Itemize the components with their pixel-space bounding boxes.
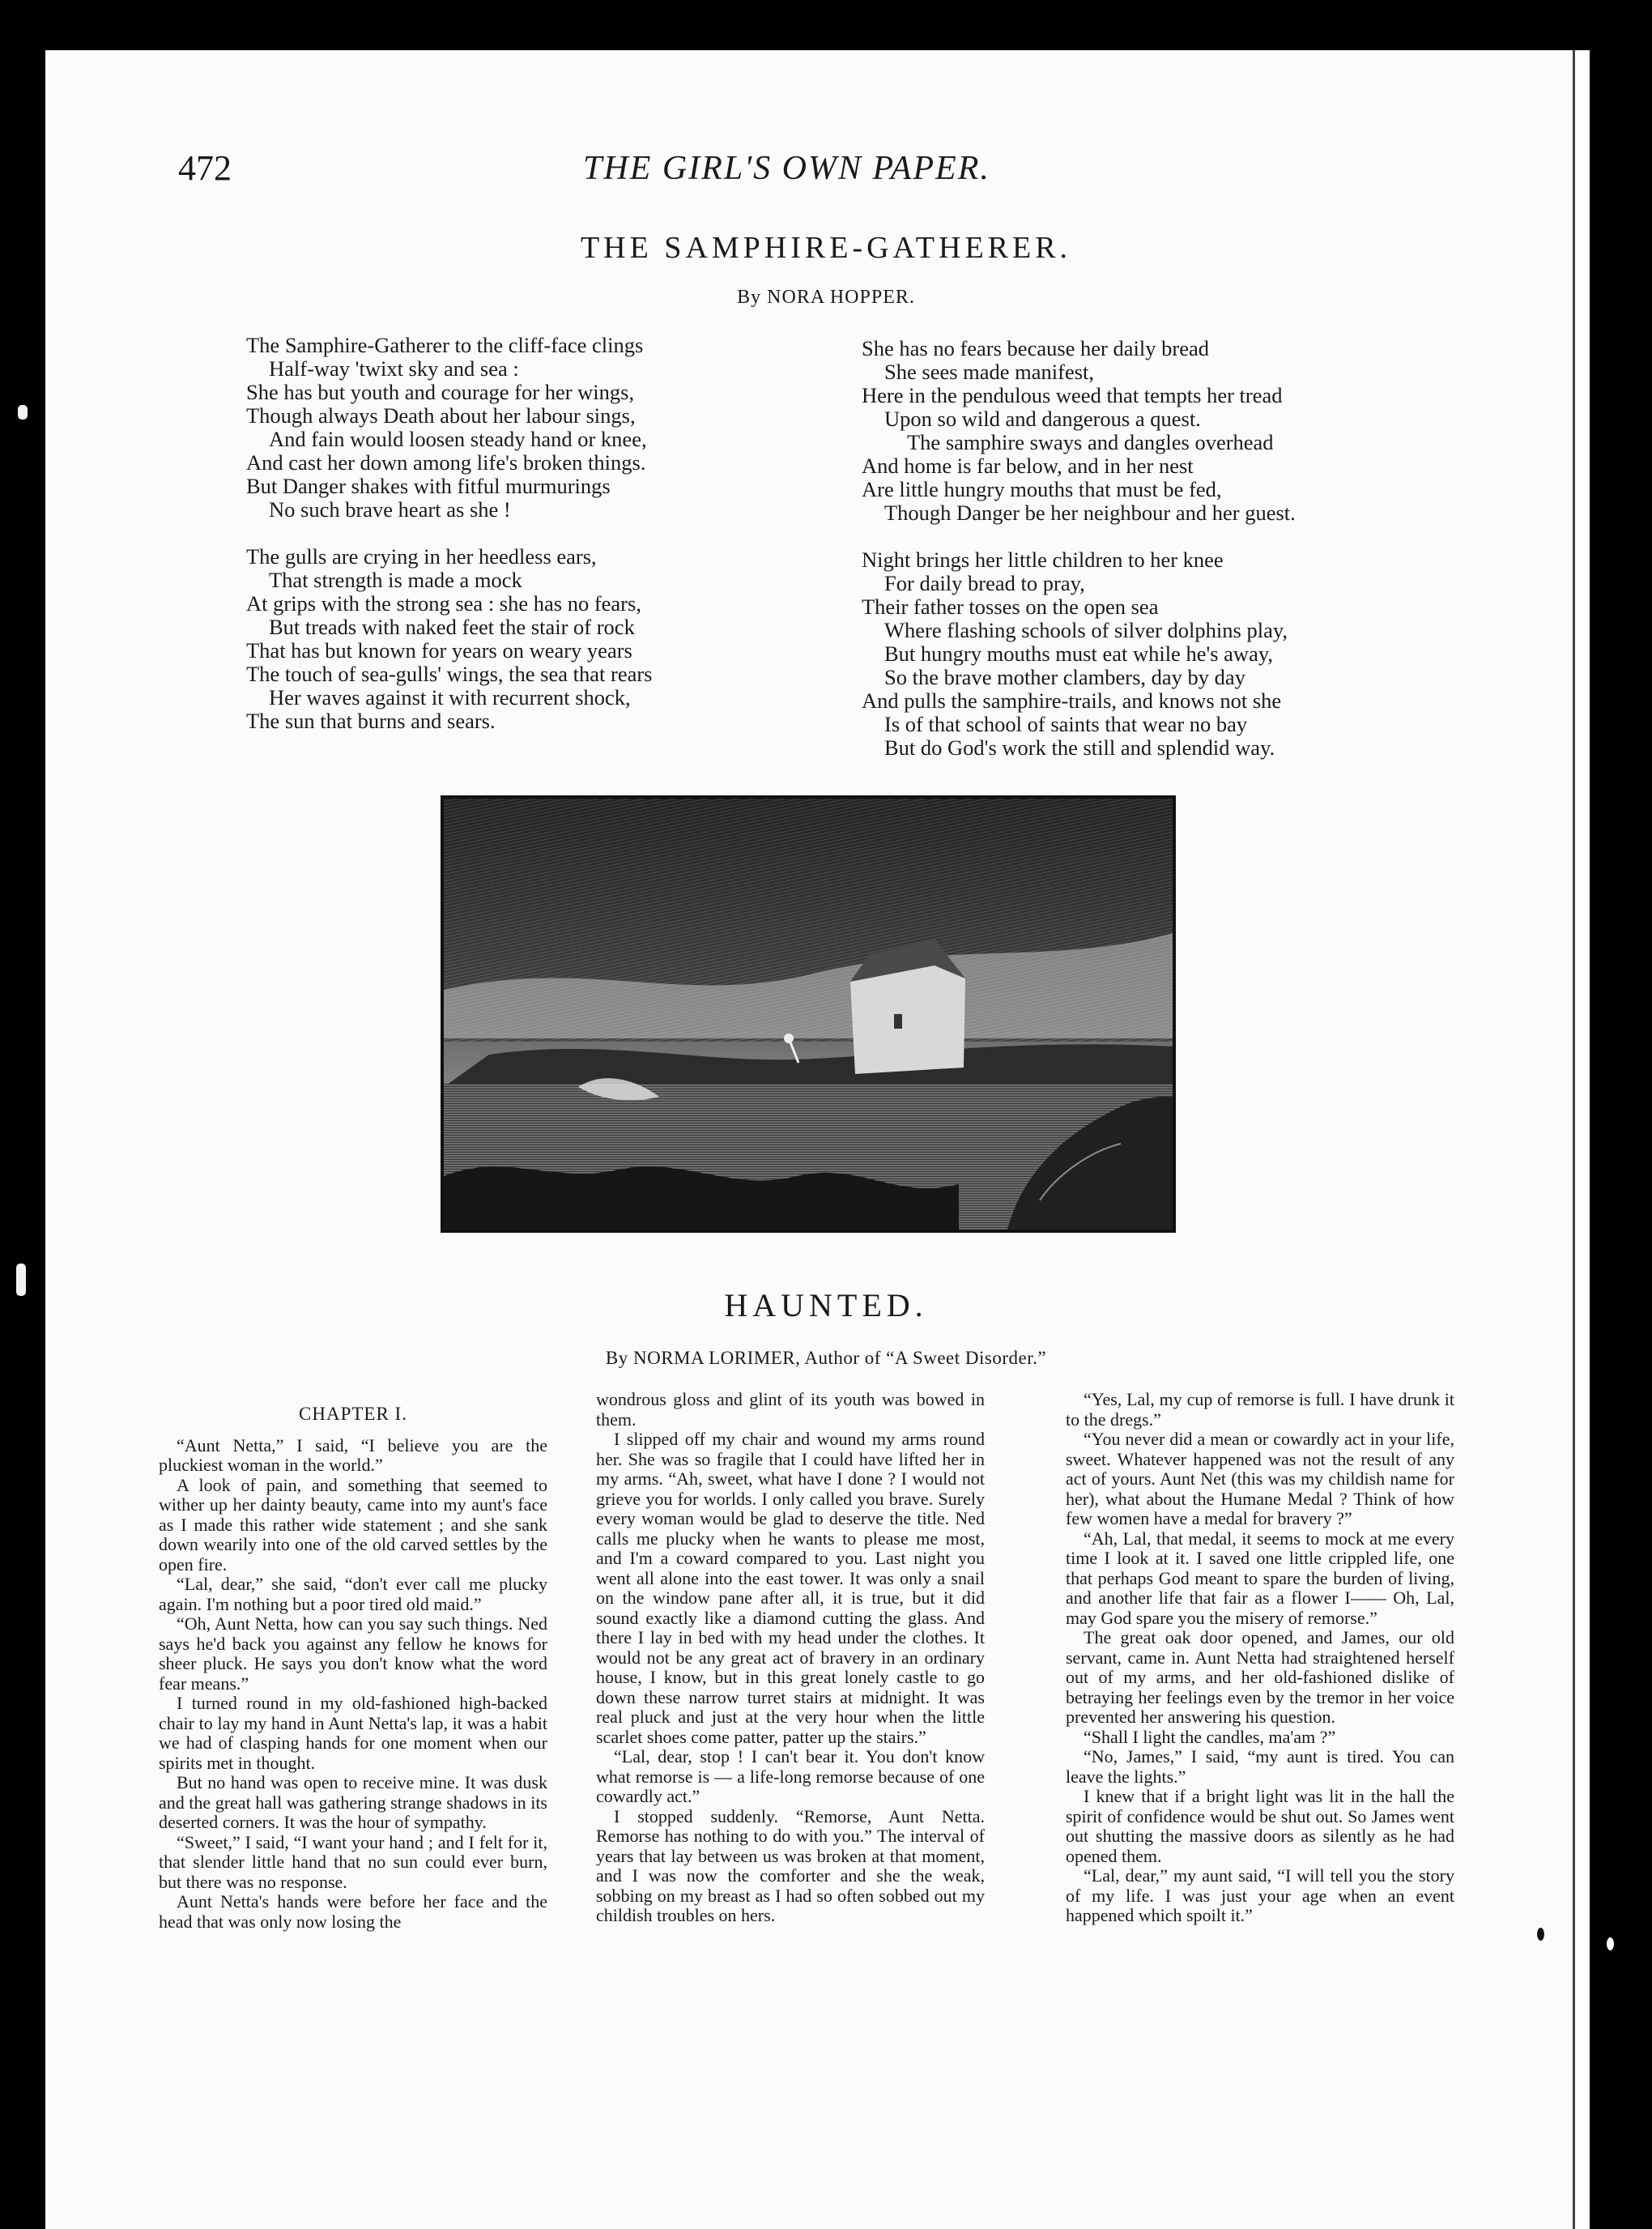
poem-line: But hungry mouths must eat while he's away, [884, 641, 1273, 666]
poem-line: Her waves against it with recurrent shock, [269, 685, 631, 710]
story-column-1 [159, 1404, 547, 1932]
poem-title: THE SAMPHIRE-GATHERER. [580, 231, 1072, 265]
poem-line: The gulls are crying in her heedless ears, [246, 544, 597, 569]
poem-line: Though Danger be her neighbour and her guest. [884, 501, 1296, 525]
poem-line: Night brings her little children to her knee [862, 548, 1224, 572]
story-paragraph: But no hand was open to receive mine. It was dusk and the great hall was gathering strange shadows in its deserted corners. It was the hour of sympathy. [159, 1772, 547, 1832]
poem-line: No such brave heart as she ! [269, 497, 511, 522]
illustration-engraving [441, 795, 1176, 1233]
poem-line: So the brave mother clambers, day by day [884, 665, 1245, 689]
story-paragraph: “Lal, dear,” she said, “don't ever call me plucky again. I'm nothing but a poor tired old maid.” [159, 1574, 547, 1614]
story-paragraph: “Oh, Aunt Netta, how can you say such things. Ned says he'd back you against any fellow he knows for sheer pluck. He says you don't know what the word fear means.” [159, 1613, 547, 1694]
poem-line: Half-way 'twixt sky and sea : [269, 356, 519, 381]
poem-line: Is of that school of saints that wear no bay [884, 712, 1248, 736]
story-column-3 [1066, 1390, 1454, 1926]
scan-speck [18, 405, 28, 420]
poem-line: That strength is made a mock [269, 568, 522, 592]
poem-line: But Danger shakes with fitful murmurings [246, 474, 611, 498]
poem-line: At grips with the strong sea : she has no fears, [246, 591, 641, 616]
poem-byline: By NORA HOPPER. [737, 287, 915, 308]
poem-line: Are little hungry mouths that must be fed, [862, 477, 1222, 501]
poem-line: But do God's work the still and splendid way. [884, 735, 1275, 760]
poem-column-left [246, 334, 653, 756]
story-paragraph: “Lal, dear, stop ! I can't bear it. You don't know what remorse is — a life-long remorse because of one cowardly act.” [596, 1746, 985, 1806]
story-paragraph: “Ah, Lal, that medal, it seems to mock at me every time I look at it. I saved one little crippled life, one that perhaps God meant to spare the burden of living, and another life that fair as a flower I—— Oh, Lal, may God spare you the misery of remorse.” [1066, 1528, 1454, 1628]
story-paragraph: I stopped suddenly. “Remorse, Aunt Netta. Remorse has nothing to do with you.” The interval of years that lay between us was broken at that moment, and I was now the comforter and she the weak, sobbing on my breast as I had so often sobbed out my childish troubles on hers. [596, 1805, 985, 1925]
scan-speck [1537, 1928, 1544, 1941]
poem-line: Their father tosses on the open sea [862, 595, 1159, 619]
poem-line: For daily bread to pray, [884, 571, 1085, 595]
poem-line: Upon so wild and dangerous a quest. [884, 407, 1201, 431]
poem-line: The sun that burns and sears. [246, 709, 496, 733]
poem-column-right [862, 337, 1296, 783]
story-paragraph: A look of pain, and something that seemed to wither up her dainty beauty, came into my aunt's face as I made this rather wide statement ; and she sank down wearily into one of the old carved settles by the open fire. [159, 1474, 547, 1575]
chapter-heading: CHAPTER I. [299, 1404, 407, 1424]
poem-line: The touch of sea-gulls' wings, the sea that rears [246, 662, 653, 686]
poem-stanza [246, 545, 653, 733]
poem-line: She has but youth and courage for her wings, [246, 380, 635, 404]
story-paragraph: “No, James,” I said, “my aunt is tired. You can leave the lights.” [1066, 1746, 1454, 1787]
poem-line: Though always Death about her labour sings, [246, 403, 636, 428]
poem-line: Where flashing schools of silver dolphins play, [884, 618, 1288, 642]
poem-stanza [862, 548, 1296, 760]
story-paragraph: “You never did a mean or cowardly act in your life, sweet. Whatever happened was not the result of any act of yours. Aunt Net (this was my childish name for her), what about the Humane Medal ? Think of how few women have a medal for bravery ?” [1066, 1429, 1454, 1528]
story-paragraph: “Sweet,” I said, “I want your hand ; and I felt for it, that slender little hand that no sun could ever burn, but there was no response. [159, 1831, 547, 1892]
story-paragraph: “Shall I light the candles, ma'am ?” [1084, 1726, 1336, 1747]
story-paragraph: I turned round in my old-fashioned high-backed chair to lay my hand in Aunt Netta's lap, it was a habit we had of clasping hands for one moment when our spirits met in thought. [159, 1693, 547, 1773]
story-column-2 [596, 1390, 985, 1926]
poem-line: But treads with naked feet the stair of rock [269, 615, 635, 639]
story-paragraph: I slipped off my chair and wound my arms round her. She was so fragile that I could have lifted her in my arms. “Ah, sweet, what have I done ? I would not grieve you for worlds. I only called you brave. Surely every woman would be glad to deserve the title. Ned calls me plucky when he wants to please me most, and I'm a coward compared to you. Last night you went all alone into the east tower. It was only a snail on the window pane after all, it is true, but it did sound exactly like a diamond cutting the glass. And there I lay in bed with my head under the clothes. It would not be any great act of bravery in an ordinary house, I know, but in this great lonely castle to go down these narrow turret stairs at midnight. It was real pluck and just at the very hour when the little scarlet shoes come patter, patter up the stairs.” [596, 1429, 985, 1747]
poem-line: She has no fears because her daily bread [862, 336, 1209, 360]
scan-speck [1607, 1937, 1614, 1950]
page-number: 472 [178, 148, 232, 188]
story-paragraph: “Aunt Netta,” I said, “I believe you are the pluckiest woman in the world.” [159, 1434, 547, 1475]
poem-line: And home is far below, and in her nest [862, 454, 1194, 478]
running-head: THE GIRL'S OWN PAPER. [583, 150, 990, 187]
story-paragraph: “Lal, dear,” my aunt said, “I will tell you the story of my life. I was just your age when an event happened which spoilt it.” [1066, 1865, 1454, 1925]
story-paragraph: wondrous gloss and glint of its youth was bowed in them. [596, 1389, 985, 1430]
page-edge [1573, 50, 1590, 2229]
poem-line: Here in the pendulous weed that tempts her tread [862, 383, 1283, 407]
story-paragraph: The great oak door opened, and James, our old servant, came in. Aunt Netta had straightened herself out of my arms, and her old-fashioned dislike of betraying her feelings even by the tremor in her voice prevented her answering his question. [1066, 1627, 1454, 1727]
poem-line: She sees made manifest, [884, 360, 1095, 384]
poem-stanza [862, 337, 1296, 525]
poem-line: The Samphire-Gatherer to the cliff-face clings [246, 333, 644, 357]
poem-line: And pulls the samphire-trails, and knows not she [862, 688, 1282, 713]
story-title: HAUNTED. [724, 1287, 928, 1323]
story-byline: By NORMA LORIMER, Author of “A Sweet Disorder.” [605, 1348, 1047, 1368]
poem-stanza [246, 334, 653, 522]
poem-line: The samphire sways and dangles overhead [907, 430, 1274, 454]
story-paragraph: Aunt Netta's hands were before her face and the head that was only now losing the [159, 1891, 547, 1932]
poem-line: That has but known for years on weary years [246, 638, 632, 663]
poem-line: And fain would loosen steady hand or knee, [269, 427, 647, 451]
story-paragraph: I knew that if a bright light was lit in the hall the spirit of confidence would be shut out. So James went out shutting the massive doors as silently as he had opened them. [1066, 1786, 1454, 1866]
story-paragraph: “Yes, Lal, my cup of remorse is full. I have drunk it to the dregs.” [1066, 1389, 1454, 1430]
poem-line: And cast her down among life's broken things. [246, 450, 646, 475]
